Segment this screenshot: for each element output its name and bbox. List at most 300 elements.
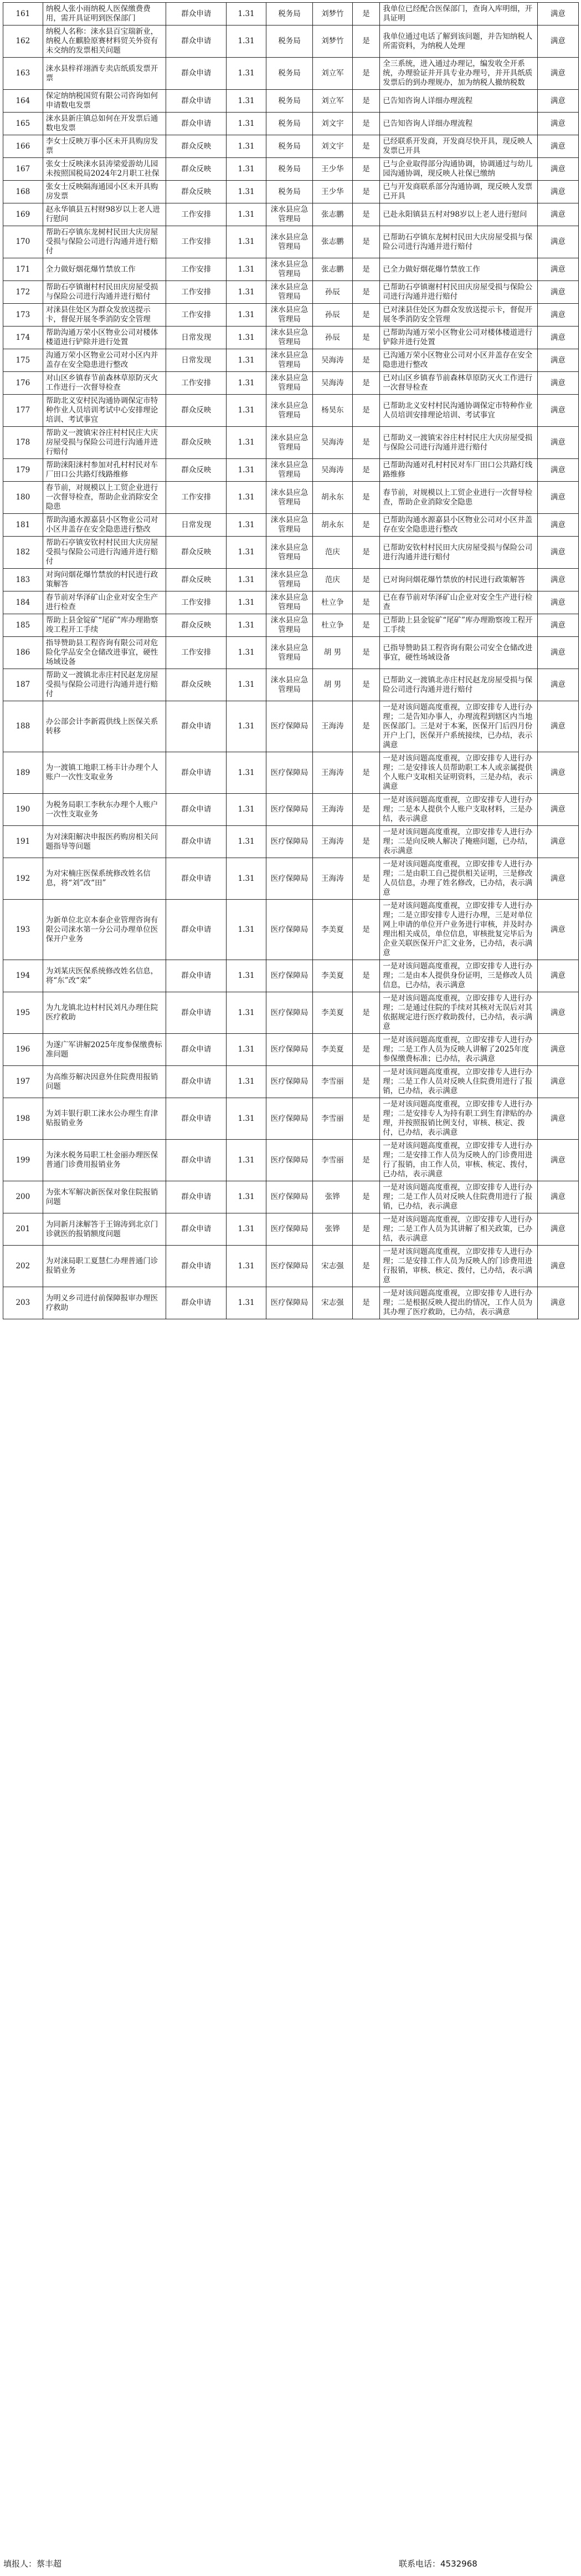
handler-cell: 宋志强 bbox=[313, 1246, 353, 1287]
row-number-cell: 193 bbox=[3, 900, 43, 960]
handler-cell: 胡 男 bbox=[313, 669, 353, 701]
result-cell: 已与企业取得部分沟通协调，协调通过与幼儿园沟通协调，现反映人社保已缴纳 bbox=[380, 158, 537, 181]
result-cell: 已指导赞助县工程咨询有限公司安全仓储改进事宜，硬性场域设备 bbox=[380, 637, 537, 669]
result-cell: 已在春节前对华泽矿山企业对安全生产进行检查 bbox=[380, 591, 537, 614]
source-cell: 日常发现 bbox=[166, 349, 227, 372]
item-description-cell: 对涞县住处区为群众发放送提示卡，督促开展冬季消防安全管理 bbox=[43, 304, 166, 327]
feedback-cell: 满意 bbox=[537, 304, 578, 327]
resolved-cell: 是 bbox=[352, 537, 379, 569]
row-number-cell: 176 bbox=[3, 372, 43, 395]
resolved-cell: 是 bbox=[352, 258, 379, 281]
source-cell: 群众申请 bbox=[166, 1246, 227, 1287]
item-description-cell: 办公部会计李新霞供线上医保关系转移 bbox=[43, 701, 166, 752]
feedback-cell: 满意 bbox=[537, 826, 578, 858]
result-cell: 一是对该问题高度重视，立即安排专人进行办理；二是工作人员对反映人住院费用进行了报销，已办结，表示满意 bbox=[380, 1066, 537, 1098]
feedback-cell: 满意 bbox=[537, 113, 578, 135]
result-cell: 一是对该问题高度重视，立即安排专人进行办理；二是告知办事人，办理流程到辖区内当地医保部门。三是对于本案，医保开门后四月份开户上门，医保开户系统接续，已办结，表示满意 bbox=[380, 701, 537, 752]
table-row bbox=[3, 1181, 579, 1213]
feedback-cell: 满意 bbox=[537, 427, 578, 459]
source-cell: 群众申请 bbox=[166, 960, 227, 992]
date-cell: 1.31 bbox=[227, 226, 266, 258]
source-cell: 群众申请 bbox=[166, 1034, 227, 1066]
table-row bbox=[3, 203, 579, 226]
table-row bbox=[3, 459, 579, 482]
feedback-cell: 满意 bbox=[537, 58, 578, 90]
department-cell: 税务局 bbox=[266, 25, 312, 58]
feedback-cell: 满意 bbox=[537, 395, 578, 427]
handler-cell: 张志鹏 bbox=[313, 226, 353, 258]
row-number-cell: 169 bbox=[3, 203, 43, 226]
department-cell: 医疗保障局 bbox=[266, 900, 312, 960]
row-number-cell: 198 bbox=[3, 1098, 43, 1140]
item-description-cell: 为明义乡司进付前保障报审办理医疗救助 bbox=[43, 1287, 166, 1319]
result-cell: 已帮助义一渡镇宋谷庄村村民庄大庆房屋受损与保险公司进行沟通并进行赔付 bbox=[380, 427, 537, 459]
result-cell: 已帮助沟通水源嘉县小区物业公司对小区井盖存在安全隐患进行整改 bbox=[380, 514, 537, 537]
table-row bbox=[3, 1034, 579, 1066]
source-cell: 群众申请 bbox=[166, 58, 227, 90]
department-cell: 涞水县应急管理局 bbox=[266, 591, 312, 614]
source-cell: 群众申请 bbox=[166, 113, 227, 135]
date-cell: 1.31 bbox=[227, 1034, 266, 1066]
table-row bbox=[3, 113, 579, 135]
handler-cell: 刘立军 bbox=[313, 58, 353, 90]
feedback-cell: 满意 bbox=[537, 669, 578, 701]
row-number-cell: 167 bbox=[3, 158, 43, 181]
date-cell: 1.31 bbox=[227, 3, 266, 25]
source-cell: 群众反映 bbox=[166, 181, 227, 203]
date-cell: 1.31 bbox=[227, 1246, 266, 1287]
handler-cell: 张志鹏 bbox=[313, 258, 353, 281]
handler-cell: 李美夏 bbox=[313, 960, 353, 992]
handler-cell: 吴海涛 bbox=[313, 349, 353, 372]
resolved-cell: 是 bbox=[352, 1098, 379, 1140]
department-cell: 涞水县应急管理局 bbox=[266, 459, 312, 482]
handler-cell: 李美夏 bbox=[313, 900, 353, 960]
date-cell: 1.31 bbox=[227, 58, 266, 90]
handler-cell: 王海涛 bbox=[313, 752, 353, 794]
department-cell: 医疗保障局 bbox=[266, 701, 312, 752]
date-cell: 1.31 bbox=[227, 960, 266, 992]
table-row bbox=[3, 135, 579, 158]
resolved-cell: 是 bbox=[352, 826, 379, 858]
source-cell: 群众申请 bbox=[166, 794, 227, 826]
source-cell: 工作安排 bbox=[166, 304, 227, 327]
result-cell: 全三系统，进入通过办理记，编发收全开系统，办理验证并开具专业办理号，并开具纸质发票后的到办理规办，加为纳税人撤纳税数 bbox=[380, 58, 537, 90]
source-cell: 群众申请 bbox=[166, 1181, 227, 1213]
feedback-cell: 满意 bbox=[537, 25, 578, 58]
date-cell: 1.31 bbox=[227, 459, 266, 482]
department-cell: 税务局 bbox=[266, 135, 312, 158]
item-description-cell: 为一渡镇工地职工杨丰计办理个人账户一次性支取业务 bbox=[43, 752, 166, 794]
date-cell: 1.31 bbox=[227, 304, 266, 327]
handler-cell: 杜立争 bbox=[313, 614, 353, 637]
resolved-cell: 是 bbox=[352, 327, 379, 349]
item-description-cell: 为遂广军讲解2025年度参保缴费标准问题 bbox=[43, 1034, 166, 1066]
department-cell: 涞水县应急管理局 bbox=[266, 569, 312, 591]
feedback-cell: 满意 bbox=[537, 858, 578, 900]
row-number-cell: 186 bbox=[3, 637, 43, 669]
feedback-cell: 满意 bbox=[537, 992, 578, 1034]
item-description-cell: 为九龙镇北边村村民刘凡办理住院医疗救助 bbox=[43, 992, 166, 1034]
table-row bbox=[3, 482, 579, 514]
table-row bbox=[3, 349, 579, 372]
resolved-cell: 是 bbox=[352, 900, 379, 960]
source-cell: 群众申请 bbox=[166, 1066, 227, 1098]
row-number-cell: 162 bbox=[3, 25, 43, 58]
row-number-cell: 192 bbox=[3, 858, 43, 900]
feedback-cell: 满意 bbox=[537, 3, 578, 25]
source-cell: 日常发现 bbox=[166, 514, 227, 537]
records-body bbox=[3, 3, 579, 1319]
item-description-cell: 为高维芬解决因意外住院费用报销问题 bbox=[43, 1066, 166, 1098]
source-cell: 群众申请 bbox=[166, 1140, 227, 1181]
department-cell: 涞水县应急管理局 bbox=[266, 395, 312, 427]
feedback-cell: 满意 bbox=[537, 569, 578, 591]
row-number-cell: 185 bbox=[3, 614, 43, 637]
department-cell: 医疗保障局 bbox=[266, 826, 312, 858]
handler-cell: 孙辰 bbox=[313, 281, 353, 304]
feedback-cell: 满意 bbox=[537, 203, 578, 226]
result-cell: 已全力做好烟花爆竹禁放工作 bbox=[380, 258, 537, 281]
result-cell: 已帮助义一渡镇北赤庄村民赵龙房屋受损与保险公司进行沟通并进行赔付 bbox=[380, 669, 537, 701]
table-row bbox=[3, 304, 579, 327]
result-cell: 已赴永阳镇县五村对98岁以上老人进行慰问 bbox=[380, 203, 537, 226]
resolved-cell: 是 bbox=[352, 372, 379, 395]
table-row bbox=[3, 1246, 579, 1287]
table-row bbox=[3, 514, 579, 537]
table-row bbox=[3, 537, 579, 569]
result-cell: 一是对该问题高度重视，立即安排专人进行办理；二是安排该人员帮助职工本人或亲属提供个人账户支取相关证明资料，三是办结，表示满意 bbox=[380, 752, 537, 794]
date-cell: 1.31 bbox=[227, 482, 266, 514]
feedback-cell: 满意 bbox=[537, 1140, 578, 1181]
item-description-cell: 帮助沟通万荣小区物业公司对楼体楼道进行铲除并进行处置 bbox=[43, 327, 166, 349]
row-number-cell: 190 bbox=[3, 794, 43, 826]
date-cell: 1.31 bbox=[227, 992, 266, 1034]
handler-cell: 杨昊东 bbox=[313, 395, 353, 427]
handler-cell: 张铧 bbox=[313, 1213, 353, 1246]
source-cell: 群众申请 bbox=[166, 25, 227, 58]
date-cell: 1.31 bbox=[227, 90, 266, 113]
result-cell: 已与开发商联系部分沟通协调，现反映人发票已开具 bbox=[380, 181, 537, 203]
department-cell: 税务局 bbox=[266, 113, 312, 135]
handler-cell: 孙辰 bbox=[313, 327, 353, 349]
department-cell: 医疗保障局 bbox=[266, 1213, 312, 1246]
department-cell: 医疗保障局 bbox=[266, 1066, 312, 1098]
source-cell: 群众申请 bbox=[166, 992, 227, 1034]
department-cell: 涞水县应急管理局 bbox=[266, 514, 312, 537]
handler-cell: 孙辰 bbox=[313, 304, 353, 327]
item-description-cell: 纳税人名称：涞水县百宝瑞新业，纳税人在麒脸原赛材料贸关外资有未交纳的发票相关问题 bbox=[43, 25, 166, 58]
department-cell: 医疗保障局 bbox=[266, 1181, 312, 1213]
department-cell: 税务局 bbox=[266, 90, 312, 113]
date-cell: 1.31 bbox=[227, 349, 266, 372]
feedback-cell: 满意 bbox=[537, 537, 578, 569]
result-cell: 一是对该问题高度重视，立即安排专人进行办理；二是安排工作人员为反映人的门诊费用进行报销，审核、核定、拨付，已办结，表示满意 bbox=[380, 1246, 537, 1287]
resolved-cell: 是 bbox=[352, 482, 379, 514]
item-description-cell: 为对涞阳解决申报医药购房相关问题指导等问题 bbox=[43, 826, 166, 858]
item-description-cell: 张女士反映涞水县涛梁爱游幼儿园未按照国税局2024年2月职工社保 bbox=[43, 158, 166, 181]
item-description-cell: 春节前对华泽矿山企业对安全生产进行检查 bbox=[43, 591, 166, 614]
result-cell: 一是对该问题高度重视，立即安排专人进行办理；二是工作人员对反映人住院费用进行了报销，已办结，表示满意 bbox=[380, 1181, 537, 1213]
date-cell: 1.31 bbox=[227, 372, 266, 395]
resolved-cell: 是 bbox=[352, 992, 379, 1034]
item-description-cell: 为同新月涞解答于王锦涛到北京门诊就医的报销额度问题 bbox=[43, 1213, 166, 1246]
source-cell: 工作安排 bbox=[166, 482, 227, 514]
row-number-cell: 183 bbox=[3, 569, 43, 591]
department-cell: 涞水县应急管理局 bbox=[266, 203, 312, 226]
feedback-cell: 满意 bbox=[537, 701, 578, 752]
department-cell: 涞水县应急管理局 bbox=[266, 349, 312, 372]
resolved-cell: 是 bbox=[352, 569, 379, 591]
department-cell: 税务局 bbox=[266, 158, 312, 181]
resolved-cell: 是 bbox=[352, 614, 379, 637]
date-cell: 1.31 bbox=[227, 900, 266, 960]
source-cell: 群众申请 bbox=[166, 1213, 227, 1246]
feedback-cell: 满意 bbox=[537, 158, 578, 181]
source-cell: 工作安排 bbox=[166, 372, 227, 395]
item-description-cell: 对山区乡镇春节前森林草原防灭火工作进行一次督导检查 bbox=[43, 372, 166, 395]
source-cell: 日常发现 bbox=[166, 327, 227, 349]
resolved-cell: 是 bbox=[352, 349, 379, 372]
result-cell: 一是对该问题高度重视，立即安排专人进行办理；二是通过住院的手续对其核对无误后对其依据规定进行医疗救助拨付，已办结，表示满意 bbox=[380, 992, 537, 1034]
department-cell: 税务局 bbox=[266, 58, 312, 90]
row-number-cell: 172 bbox=[3, 281, 43, 304]
source-cell: 群众反映 bbox=[166, 537, 227, 569]
result-cell: 一是对该问题高度重视，立即安排专人进行办理；二是立即安排专人进行办理，三是对单位网上申请的单位开户业务进行审核，并及时办理出相关成员，单位信息，审核批复完毕后为企业关联医保开户汇文业务，已办结，表示满意 bbox=[380, 900, 537, 960]
table-row bbox=[3, 794, 579, 826]
result-cell: 我单位通过电话了解到该问题，并告知纳税人所需资料，为纳税人处理 bbox=[380, 25, 537, 58]
resolved-cell: 是 bbox=[352, 752, 379, 794]
table-row bbox=[3, 569, 579, 591]
feedback-cell: 满意 bbox=[537, 482, 578, 514]
department-cell: 税务局 bbox=[266, 181, 312, 203]
result-cell: 一是对该问题高度重视，立即安排专人进行办理；二是安排工作人员为反映人的门诊费用进行了报销，由工作人员，审核、核定、拨付，已办结，表示满意 bbox=[380, 1140, 537, 1181]
feedback-cell: 满意 bbox=[537, 637, 578, 669]
handler-cell: 王海涛 bbox=[313, 794, 353, 826]
result-cell: 一是对该问题高度重视，立即安排专人进行办理；二是向反映人解决了掩癌问题，已办结，表示满意 bbox=[380, 826, 537, 858]
table-row bbox=[3, 752, 579, 794]
resolved-cell: 是 bbox=[352, 395, 379, 427]
handler-cell: 李雪丽 bbox=[313, 1066, 353, 1098]
resolved-cell: 是 bbox=[352, 637, 379, 669]
item-description-cell: 帮助义一渡镇宋谷庄村村民庄大庆房屋受损与保险公司进行沟通并进行赔付 bbox=[43, 427, 166, 459]
item-description-cell: 涞水县梓祥翊酒专卖店纸质发票开票 bbox=[43, 58, 166, 90]
feedback-cell: 满意 bbox=[537, 1098, 578, 1140]
department-cell: 涞水县应急管理局 bbox=[266, 258, 312, 281]
handler-cell: 宋志强 bbox=[313, 1287, 353, 1319]
table-row bbox=[3, 826, 579, 858]
item-description-cell: 为涞水税务局职工杜金丽办理医保普通门诊费用报销业务 bbox=[43, 1140, 166, 1181]
table-row bbox=[3, 3, 579, 25]
item-description-cell: 帮助上县金锭矿“尾矿”库办理勘察竣工程开工手续 bbox=[43, 614, 166, 637]
table-row bbox=[3, 258, 579, 281]
department-cell: 医疗保障局 bbox=[266, 1287, 312, 1319]
handler-cell: 刘立军 bbox=[313, 90, 353, 113]
result-cell: 一是对该问题高度重视，立即安排专人进行办理；二是根据反映人提出的情况，工作人员为其办理了医疗救助，已办结，表示满意 bbox=[380, 1287, 537, 1319]
row-number-cell: 177 bbox=[3, 395, 43, 427]
resolved-cell: 是 bbox=[352, 158, 379, 181]
table-row bbox=[3, 591, 579, 614]
result-cell: 已告知咨询人详细办理流程 bbox=[380, 113, 537, 135]
date-cell: 1.31 bbox=[227, 569, 266, 591]
footer bbox=[0, 2554, 581, 2571]
department-cell: 医疗保障局 bbox=[266, 1246, 312, 1287]
department-cell: 涞水县应急管理局 bbox=[266, 482, 312, 514]
handler-cell: 范庆 bbox=[313, 537, 353, 569]
source-cell: 群众申请 bbox=[166, 752, 227, 794]
resolved-cell: 是 bbox=[352, 1140, 379, 1181]
row-number-cell: 168 bbox=[3, 181, 43, 203]
date-cell: 1.31 bbox=[227, 1098, 266, 1140]
date-cell: 1.31 bbox=[227, 395, 266, 427]
handler-cell: 刘梦竹 bbox=[313, 25, 353, 58]
item-description-cell: 帮助义一渡镇北赤庄村民赵龙房屋受损与保险公司进行沟通并进行赔付 bbox=[43, 669, 166, 701]
filler-label: 填报人：蔡丰超 bbox=[3, 2559, 62, 2569]
handler-cell: 李雪丽 bbox=[313, 1140, 353, 1181]
source-cell: 群众申请 bbox=[166, 1098, 227, 1140]
item-description-cell: 为刘某庆医保系统修改姓名信息，将“东”改“栾” bbox=[43, 960, 166, 992]
date-cell: 1.31 bbox=[227, 181, 266, 203]
result-cell: 已告知咨询人详细办理流程 bbox=[380, 90, 537, 113]
row-number-cell: 161 bbox=[3, 3, 43, 25]
row-number-cell: 195 bbox=[3, 992, 43, 1034]
row-number-cell: 179 bbox=[3, 459, 43, 482]
handler-cell: 张志鹏 bbox=[313, 203, 353, 226]
resolved-cell: 是 bbox=[352, 226, 379, 258]
row-number-cell: 180 bbox=[3, 482, 43, 514]
department-cell: 医疗保障局 bbox=[266, 794, 312, 826]
feedback-cell: 满意 bbox=[537, 1034, 578, 1066]
table-row bbox=[3, 637, 579, 669]
result-cell: 一是对该问题高度重视，立即安排专人进行办理；二是工作人员为其讲解了相关政策，已办结，表示满意 bbox=[380, 1213, 537, 1246]
row-number-cell: 171 bbox=[3, 258, 43, 281]
date-cell: 1.31 bbox=[227, 327, 266, 349]
source-cell: 群众申请 bbox=[166, 701, 227, 752]
resolved-cell: 是 bbox=[352, 304, 379, 327]
result-cell: 已帮助石亭镇东龙树村民田大庆房屋受损与保险公司进行沟通并进行赔付 bbox=[380, 226, 537, 258]
date-cell: 1.31 bbox=[227, 1287, 266, 1319]
source-cell: 工作安排 bbox=[166, 281, 227, 304]
feedback-cell: 满意 bbox=[537, 372, 578, 395]
source-cell: 群众申请 bbox=[166, 1287, 227, 1319]
feedback-cell: 满意 bbox=[537, 794, 578, 826]
source-cell: 群众申请 bbox=[166, 900, 227, 960]
feedback-cell: 满意 bbox=[537, 349, 578, 372]
row-number-cell: 194 bbox=[3, 960, 43, 992]
date-cell: 1.31 bbox=[227, 537, 266, 569]
item-description-cell: 涞水县新庄镇总如何在开发票后通数电发票 bbox=[43, 113, 166, 135]
source-cell: 群众申请 bbox=[166, 90, 227, 113]
department-cell: 医疗保障局 bbox=[266, 960, 312, 992]
feedback-cell: 满意 bbox=[537, 1066, 578, 1098]
date-cell: 1.31 bbox=[227, 1213, 266, 1246]
row-number-cell: 184 bbox=[3, 591, 43, 614]
department-cell: 医疗保障局 bbox=[266, 1098, 312, 1140]
feedback-cell: 满意 bbox=[537, 1213, 578, 1246]
item-description-cell: 张女士反映隔海通园小区未开具购房发票 bbox=[43, 181, 166, 203]
item-description-cell: 赵永华镇县五村财98岁以上老人进行慰问 bbox=[43, 203, 166, 226]
department-cell: 涞水县应急管理局 bbox=[266, 669, 312, 701]
handler-cell: 杜立争 bbox=[313, 591, 353, 614]
date-cell: 1.31 bbox=[227, 1140, 266, 1181]
table-row bbox=[3, 1213, 579, 1246]
feedback-cell: 满意 bbox=[537, 226, 578, 258]
date-cell: 1.31 bbox=[227, 614, 266, 637]
department-cell: 医疗保障局 bbox=[266, 1140, 312, 1181]
row-number-cell: 196 bbox=[3, 1034, 43, 1066]
feedback-cell: 满意 bbox=[537, 1287, 578, 1319]
item-description-cell: 为对宋楠庄医保系统修改姓名信息，将“刘”改“田” bbox=[43, 858, 166, 900]
feedback-cell: 满意 bbox=[537, 281, 578, 304]
table-row bbox=[3, 669, 579, 701]
handler-cell: 张铧 bbox=[313, 1181, 353, 1213]
resolved-cell: 是 bbox=[352, 281, 379, 304]
table-row bbox=[3, 701, 579, 752]
feedback-cell: 满意 bbox=[537, 514, 578, 537]
date-cell: 1.31 bbox=[227, 514, 266, 537]
records-table bbox=[3, 2, 579, 1319]
source-cell: 群众反映 bbox=[166, 158, 227, 181]
row-number-cell: 170 bbox=[3, 226, 43, 258]
source-cell: 群众反映 bbox=[166, 395, 227, 427]
result-cell: 已沟通万荣小区物业公司对小区并盖存在安全隐患进行整改 bbox=[380, 349, 537, 372]
feedback-cell: 满意 bbox=[537, 459, 578, 482]
result-cell: 已帮助安钦村村民田大庆房屋受损与保险公司进行沟通并进行赔付 bbox=[380, 537, 537, 569]
item-description-cell: 保定纳纳税国贸有限公司咨询如何申请数电发票 bbox=[43, 90, 166, 113]
date-cell: 1.31 bbox=[227, 752, 266, 794]
table-row bbox=[3, 372, 579, 395]
table-row bbox=[3, 158, 579, 181]
result-cell: 我单位已经配合医保部门，查询入库明细，开具证明 bbox=[380, 3, 537, 25]
date-cell: 1.31 bbox=[227, 669, 266, 701]
feedback-cell: 满意 bbox=[537, 614, 578, 637]
handler-cell: 胡 男 bbox=[313, 637, 353, 669]
row-number-cell: 199 bbox=[3, 1140, 43, 1181]
feedback-cell: 满意 bbox=[537, 1181, 578, 1213]
handler-cell: 王海涛 bbox=[313, 826, 353, 858]
table-row bbox=[3, 1098, 579, 1140]
result-cell: 一是对该问题高度重视，立即安排专人进行办理；二是由职工自己提供相关证明，三是修改人员信息，办理了姓名修改，已办结，表示满意 bbox=[380, 858, 537, 900]
table-row bbox=[3, 1140, 579, 1181]
result-cell: 已帮助北义安村村民沟通协调保定市特种作业人员培训安排理论培训、考试事宜 bbox=[380, 395, 537, 427]
source-cell: 群众反映 bbox=[166, 135, 227, 158]
date-cell: 1.31 bbox=[227, 113, 266, 135]
date-cell: 1.31 bbox=[227, 203, 266, 226]
handler-cell: 李美夏 bbox=[313, 992, 353, 1034]
date-cell: 1.31 bbox=[227, 25, 266, 58]
result-cell: 春节前，对规模以上工贸企业进行一次督导检查，帮助企业消除安全隐患 bbox=[380, 482, 537, 514]
feedback-cell: 满意 bbox=[537, 960, 578, 992]
resolved-cell: 是 bbox=[352, 25, 379, 58]
date-cell: 1.31 bbox=[227, 858, 266, 900]
table-row bbox=[3, 226, 579, 258]
source-cell: 工作安排 bbox=[166, 637, 227, 669]
result-cell: 已对山区乡镇春节前森林草原防灭火工作进行一次督导检查 bbox=[380, 372, 537, 395]
item-description-cell: 纳税人张小雨纳税人医保缴费费用，需开具证明到医保部门 bbox=[43, 3, 166, 25]
source-cell: 群众申请 bbox=[166, 826, 227, 858]
row-number-cell: 163 bbox=[3, 58, 43, 90]
source-cell: 群众反映 bbox=[166, 569, 227, 591]
row-number-cell: 201 bbox=[3, 1213, 43, 1246]
item-description-cell: 为刘丰银行职工涞水公办理生育津贴报销业务 bbox=[43, 1098, 166, 1140]
feedback-cell: 满意 bbox=[537, 181, 578, 203]
item-description-cell: 指导赞助县工程咨询有限公司对危险化学品安全仓储改进事宜，硬性场域设备 bbox=[43, 637, 166, 669]
department-cell: 涞水县应急管理局 bbox=[266, 281, 312, 304]
feedback-cell: 满意 bbox=[537, 258, 578, 281]
source-cell: 群众反映 bbox=[166, 614, 227, 637]
result-cell: 已对涞县住处区为群众发放送提示卡，督促开展冬季消防安全管理 bbox=[380, 304, 537, 327]
department-cell: 涞水县应急管理局 bbox=[266, 304, 312, 327]
